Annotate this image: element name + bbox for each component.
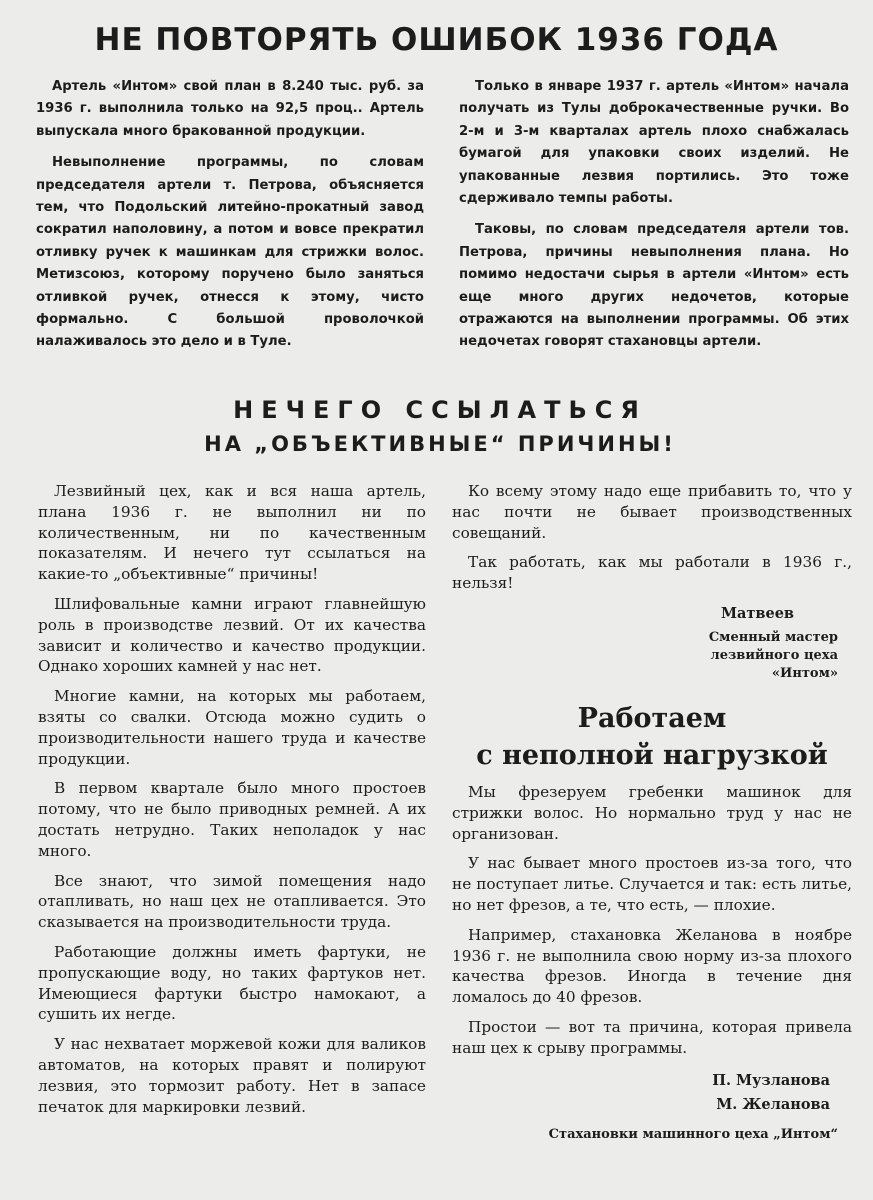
signature-role: Стахановки машинного цеха „Интом“ <box>548 1126 838 1142</box>
section3-title-line2: с неполной нагрузкой <box>476 740 828 771</box>
paragraph: Все знают, что зимой помещения надо отапливать, но наш цех не отапливается. Это сказывается на производительности труда. <box>38 871 426 932</box>
signature-name: Матвеев <box>720 604 794 622</box>
paragraph: Простои — вот та причина, которая привела наш цех к срыву программы. <box>452 1017 852 1057</box>
paragraph: Шлифовальные камни играют главнейшую роль в производстве лезвий. От их качества зависит и количество и качество продукции. Однако хороших камней у нас нет. <box>38 594 426 676</box>
signature-list <box>452 1069 830 1117</box>
paragraph: Лезвийный цех, как и вся наша артель, плана 1936 г. не выполнил ни по количественным, ни по качественным показателям. И нечего тут ссылаться на какие-то „объективные“ причины! <box>38 482 426 584</box>
section3-body <box>452 782 852 1145</box>
section3-title <box>452 700 852 774</box>
section2-title-line1: НЕЧЕГО ССЫЛАТЬСЯ <box>233 396 647 424</box>
paragraph: Работающие должны иметь фартуки, не пропускающие воду, но таких фартуков нет. Имеющиеся фартуки быстро намокают, а сушить их негде. <box>38 942 426 1024</box>
paragraph: Артель «Интом» свой план в 8.240 тыс. руб. за 1936 г. выполнила только на 92,5 проц.. Артель выпускала много бракованной продукции. <box>36 79 424 139</box>
paragraph: В первом квартале было много простоев потому, что не было приводных ремней. А их достать нетрудно. Таких неполадок у нас много. <box>38 779 426 860</box>
paragraph: Таковы, по словам председателя артели тов. Петрова, причины невыполнения плана. Но помимо недостачи сырья в артели «Интом» есть еще много других недочетов, которые отражаются на выполнении программы. Об этих недочетах говорят стахановцы артели. <box>459 222 849 350</box>
headline: НЕ ПОВТОРЯТЬ ОШИБОК 1936 ГОДА <box>94 22 779 58</box>
paragraph: У нас нехватает моржевой кожи для валиков автоматов, на которых правят и полируют лезвия, это тормозит работу. Нет в запасе печаток для маркировки лезвий. <box>38 1035 426 1116</box>
section3-title-line1: Работаем <box>577 703 727 734</box>
paragraph: Ко всему этому надо еще прибавить то, что у нас почти не бывает производственных совещаний. <box>452 482 852 542</box>
top-article-right-column <box>459 76 849 363</box>
signature-name: М. Желанова <box>716 1095 830 1113</box>
paragraph: Так работать, как мы работали в 1936 г., нельзя! <box>452 553 852 593</box>
paragraph: Многие камни, на которых мы работаем, взяты со свалки. Отсюда можно судить о производительности нашего труда и качестве продукции. <box>38 687 426 768</box>
section2-title-line2: НА „ОБЪЕКТИВНЫЕ“ ПРИЧИНЫ! <box>204 432 676 456</box>
paragraph: Невыполнение программы, по словам председателя артели т. Петрова, объясняется тем, что Подольский литейно-прокатный завод сократил наполовину, а потом и вовсе прекратил отливку ручек к машинкам для стрижки волос. Метизсоюз, которому поручено было заняться отливкой ручек, отнесся к этому, чисто формально. С большой проволочкой налаживалось это дело и в Туле. <box>36 155 424 350</box>
paragraph: Например, стахановка Желанова в ноябре 1936 г. не выполнила свою норму из-за плохого качества фрезов. Иногда в течение дня ломалось до 40 фрезов. <box>452 925 852 1007</box>
paragraph: Мы фрезеруем гребенки машинок для стрижки волос. Но нормально труд у нас не организован. <box>452 783 852 843</box>
signature-name: П. Музланова <box>712 1071 830 1089</box>
section2-right-column <box>452 481 852 683</box>
section2-left-column <box>38 481 426 1126</box>
paragraph: Только в январе 1937 г. артель «Интом» начала получать из Тулы доброкачественные ручки. Во 2-м и 3-м кварталах артель плохо снабжалась бумагой для упаковки своих изделий. Не упакованные лезвия портились. Это тоже сдерживало темпы работы. <box>459 79 849 207</box>
paragraph: У нас бывает много простоев из-за того, что не поступает литье. Случается и так: есть литье, но нет фрезов, а те, что есть, — плохие. <box>452 854 852 914</box>
signature-role: Сменный мастер лезвийного цеха «Интом» <box>708 629 838 681</box>
top-article-left-column <box>36 76 424 363</box>
